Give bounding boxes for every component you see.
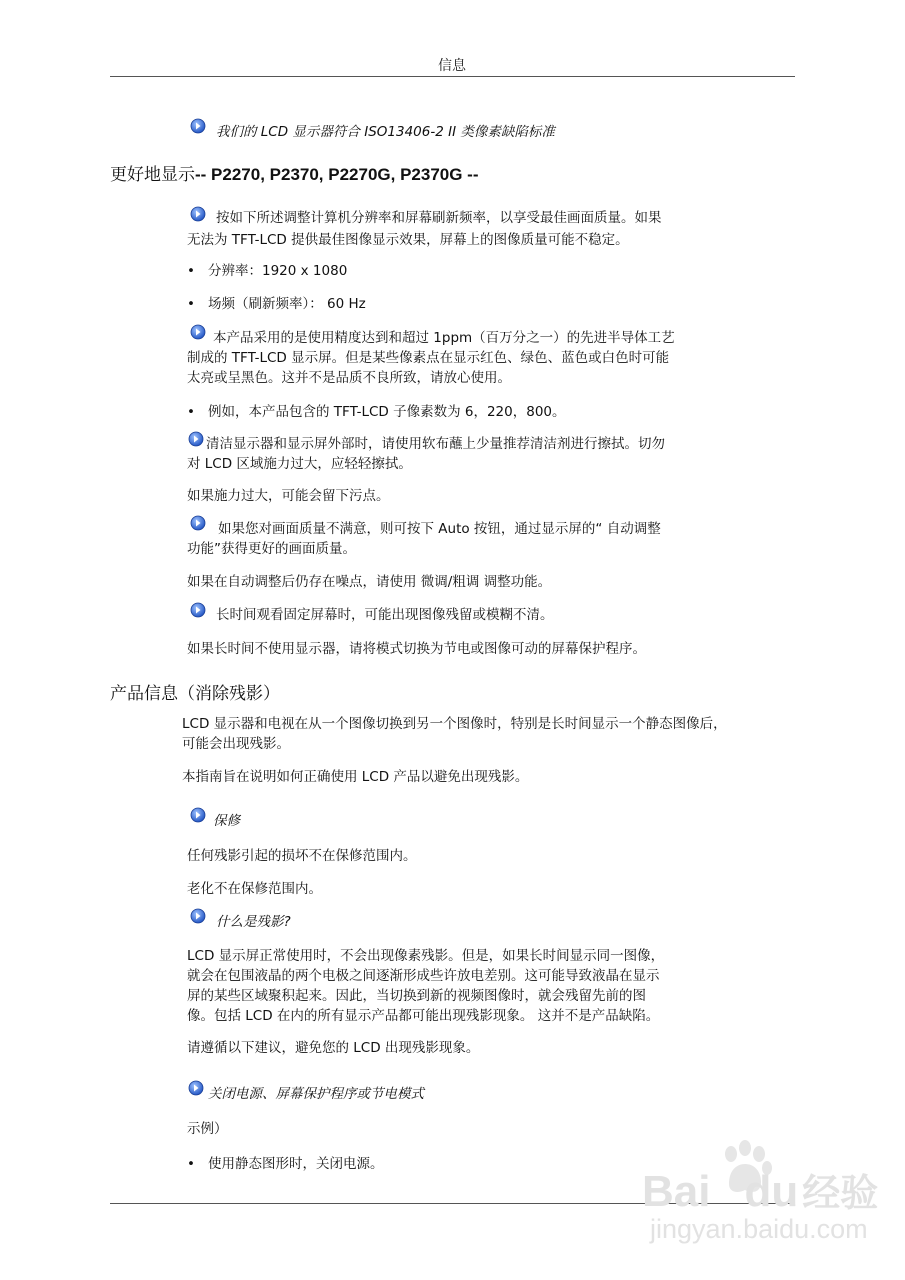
cleaning-para-line1: 清洁显示器和显示屏外部时，请使用软布蘸上少量推荐清洁剂进行擦拭。切勿: [206, 436, 665, 452]
cleaning-para-line2: 对 LCD 区域施力过大，应轻轻擦拭。: [187, 456, 412, 472]
arrow-bullet-icon: [188, 1080, 204, 1096]
what-is-afterimage-title: 什么是残影?: [216, 914, 291, 930]
watermark-brand-part2: du: [744, 1167, 799, 1216]
bullet-power-off: 使用静态图形时，关闭电源。: [208, 1156, 384, 1172]
warranty-para2: 老化不在保修范围内。: [187, 881, 322, 897]
warranty-para1: 任何残影引起的损坏不在保修范围内。: [187, 848, 417, 864]
bullet-dot: •: [187, 296, 195, 312]
warranty-title: 保修: [213, 813, 240, 829]
arrow-bullet-icon: [190, 118, 206, 134]
resolution-para-line2: 无法为 TFT-LCD 提供最佳图像显示效果，屏幕上的图像质量可能不稳定。: [187, 232, 629, 248]
afterimage-para1-line1: LCD 显示器和电视在从一个图像切换到另一个图像时，特别是长时间显示一个静态图像后，: [182, 716, 727, 732]
bullet-dot: •: [187, 404, 195, 420]
power-saving-title: 关闭电源、屏幕保护程序或节电模式: [208, 1086, 424, 1102]
bullet-dot: •: [187, 263, 195, 279]
baidu-watermark-url: jingyan.baidu.com: [650, 1214, 868, 1244]
bullet-resolution: 分辨率：1920 x 1080: [208, 263, 348, 279]
section-title-better-display: [110, 160, 479, 185]
arrow-bullet-icon: [190, 807, 206, 823]
section-title-models: -- P2270, P2370, P2270G, P2370G --: [195, 165, 479, 184]
auto-adjust-para-line1: 如果您对画面质量不满意，则可按下 Auto 按钮，通过显示屏的“ 自动调整: [218, 521, 661, 537]
pixel-para-line3: 太亮或呈黑色。这并不是品质不良所致，请放心使用。: [187, 370, 511, 386]
pixel-para-line1: 本产品采用的是使用精度达到和超过 1ppm（百万分之一）的先进半导体工艺: [213, 330, 675, 346]
pixel-para-line2: 制成的 TFT-LCD 显示屏。但是某些像素点在显示红色、绿色、蓝色或白色时可能: [187, 350, 670, 366]
afterimage-explain-line3: 屏的某些区域聚积起来。因此，当切换到新的视频图像时，就会残留先前的图: [187, 988, 646, 1004]
arrow-bullet-icon: [190, 206, 206, 222]
baidu-watermark-brand: [642, 1162, 878, 1217]
afterimage-guide-purpose: 本指南旨在说明如何正确使用 LCD 产品以避免出现残影。: [182, 769, 529, 785]
header-divider: [110, 76, 795, 77]
arrow-bullet-icon: [188, 431, 204, 447]
auto-adjust-para-line2: 功能”获得更好的画面质量。: [187, 541, 356, 557]
image-retention-note: 长时间观看固定屏幕时，可能出现图像残留或模糊不清。: [216, 607, 554, 623]
afterimage-advice: 请遵循以下建议，避免您的 LCD 出现残影现象。: [187, 1040, 480, 1056]
section-title-cn: 更好地显示: [110, 165, 195, 185]
afterimage-explain-line4: 像。包括 LCD 在内的所有显示产品都可能出现残影现象。 这并不是产品缺陷。: [187, 1008, 660, 1024]
arrow-bullet-icon: [190, 324, 206, 340]
afterimage-explain-line2: 就会在包围液晶的两个电极之间逐渐形成些许放电差别。这可能导致液晶在显示: [187, 968, 660, 984]
section-title-afterimage: 产品信息（消除残影）: [110, 684, 280, 704]
arrow-bullet-icon: [190, 908, 206, 924]
watermark-brand-cn: 经验: [802, 1171, 879, 1215]
watermark-brand-part1: Bai: [642, 1167, 711, 1216]
resolution-para-line1: 按如下所述调整计算机分辨率和屏幕刷新频率，以享受最佳画面质量。如果: [216, 210, 662, 226]
bullet-refresh-rate: 场频（刷新频率）： 60 Hz: [208, 296, 366, 312]
screensaver-advice: 如果长时间不使用显示器，请将模式切换为节电或图像可动的屏幕保护程序。: [187, 641, 646, 657]
stain-warning: 如果施力过大，可能会留下污点。: [187, 488, 390, 504]
arrow-bullet-icon: [190, 515, 206, 531]
page-header-title: 信息: [438, 58, 466, 74]
bullet-subpixels: 例如，本产品包含的 TFT-LCD 子像素数为 6，220，800。: [208, 404, 566, 420]
arrow-bullet-icon: [190, 602, 206, 618]
afterimage-para1-line2: 可能会出现残影。: [182, 736, 290, 752]
bullet-dot: •: [187, 1156, 195, 1172]
iso-note: 我们的 LCD 显示器符合 ISO13406-2 II 类像素缺陷标准: [216, 124, 555, 140]
fine-coarse-para: 如果在自动调整后仍存在噪点，请使用 微调/粗调 调整功能。: [187, 574, 552, 590]
afterimage-explain-line1: LCD 显示屏正常使用时，不会出现像素残影。但是，如果长时间显示同一图像，: [187, 948, 665, 964]
example-label: 示例）: [187, 1121, 228, 1137]
